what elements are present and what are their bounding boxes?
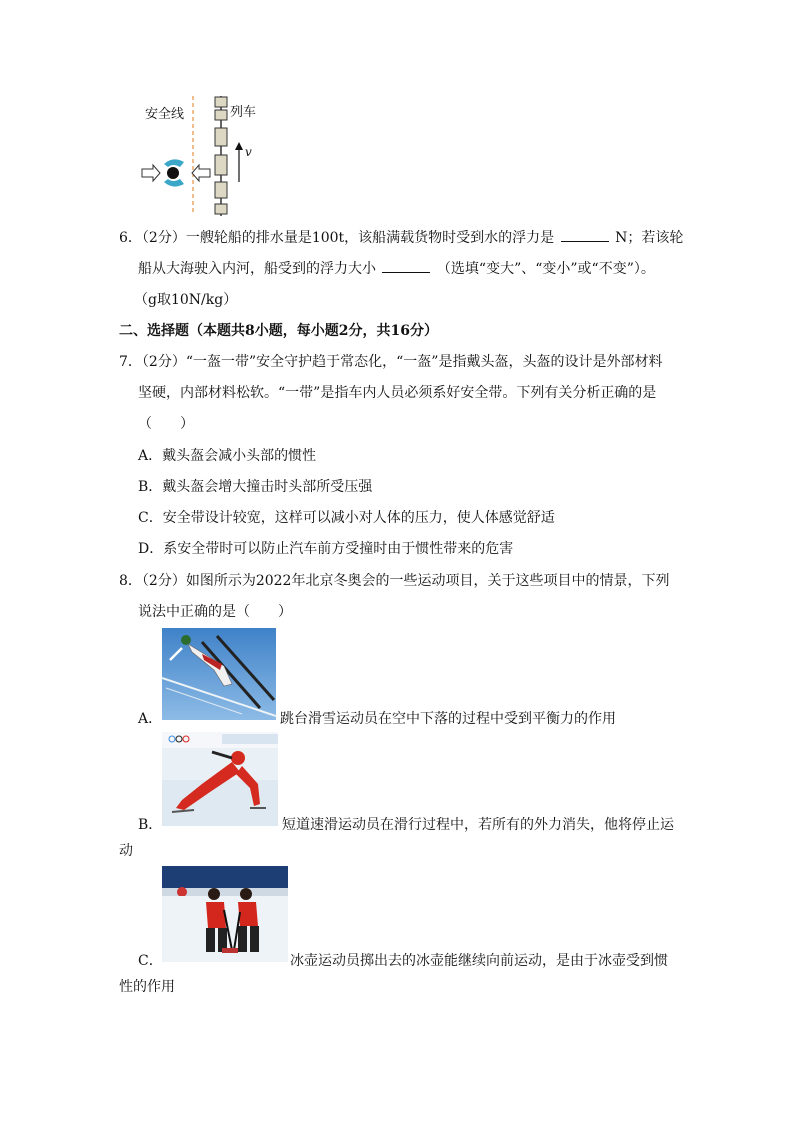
person-arm xyxy=(164,159,184,167)
person-arm xyxy=(164,179,184,187)
curling-photo xyxy=(162,866,288,962)
person-head xyxy=(167,167,179,179)
q6-text-end: （选填“变大”、“变小”或“不变”）。 xyxy=(436,261,655,277)
q6-text: 6．（2分）一艘轮船的排水量是100t，该船满载货物时受到水的浮力是 xyxy=(119,230,555,246)
q8-option-c-text: 冰壶运动员掷出去的冰壶能继续向前运动，是由于冰壶受到惯 xyxy=(290,953,668,969)
q8-option-letter: C． xyxy=(138,953,163,969)
safety-line-label: 安全线 xyxy=(145,107,185,122)
q8-line2: 说法中正确的是（ ） xyxy=(138,604,292,620)
train-car xyxy=(215,204,227,214)
short-track-photo xyxy=(162,732,278,826)
q8-option-a xyxy=(138,709,616,729)
train-car xyxy=(215,155,227,175)
q8-option-letter: B． xyxy=(138,817,163,833)
q7-line3: （ ） xyxy=(138,416,194,432)
q7-option-c: C．安全带设计较宽，这样可以减小对人体的压力，使人体感觉舒适 xyxy=(138,510,555,526)
train-label: 列车 xyxy=(230,105,257,120)
velocity-label: v xyxy=(245,145,252,159)
q6-line1 xyxy=(119,227,683,248)
train-car xyxy=(215,128,227,146)
q7-line1: 7．（2分）“一盔一带”安全守护趋于常态化，“一盔”是指戴头盔，头盔的设计是外部材料 xyxy=(119,354,663,370)
q8-option-b xyxy=(138,815,674,835)
train-car xyxy=(215,110,227,120)
q8-option-c xyxy=(138,951,668,971)
section-heading: 二、选择题（本题共8小题，每小题2分，共16分） xyxy=(119,323,438,339)
q7-line2: 坚硬，内部材料松软。“一带”是指车内人员必须系好安全带。下列有关分析正确的是 xyxy=(138,385,657,401)
right-arrow xyxy=(192,165,210,181)
q7-option-d: D．系安全带时可以防止汽车前方受撞时由于惯性带来的危害 xyxy=(138,541,514,557)
ski-jump-photo xyxy=(162,628,276,720)
q8-option-b-text: 短道速滑运动员在滑行过程中，若所有的外力消失，他将停止运 xyxy=(282,817,674,833)
q6-text-end: N；若该轮 xyxy=(615,230,684,246)
q7-option-b: B．戴头盔会增大撞击时头部所受压强 xyxy=(138,479,373,495)
q6-line3: （g取10N/kg） xyxy=(134,292,238,308)
q6-blank-2 xyxy=(382,258,430,273)
q8-option-c-cont: 性的作用 xyxy=(119,979,175,995)
q7-option-a: A．戴头盔会减小头部的惯性 xyxy=(138,448,317,464)
q6-text: 船从大海驶入内河，船受到的浮力大小 xyxy=(138,261,376,277)
q8-option-letter: A． xyxy=(138,711,163,727)
q8-option-a-text: 跳台滑雪运动员在空中下落的过程中受到平衡力的作用 xyxy=(280,711,616,727)
q8-option-b-cont: 动 xyxy=(119,843,133,859)
train-car xyxy=(215,97,227,107)
q8-line1: 8．（2分）如图所示为2022年北京冬奥会的一些运动项目，关于这些项目中的情景，下列 xyxy=(119,573,670,589)
train-car xyxy=(215,182,227,198)
q6-line2 xyxy=(138,258,655,279)
train-safety-figure xyxy=(140,92,270,220)
q6-blank-1 xyxy=(561,227,609,242)
left-arrow xyxy=(142,165,160,181)
